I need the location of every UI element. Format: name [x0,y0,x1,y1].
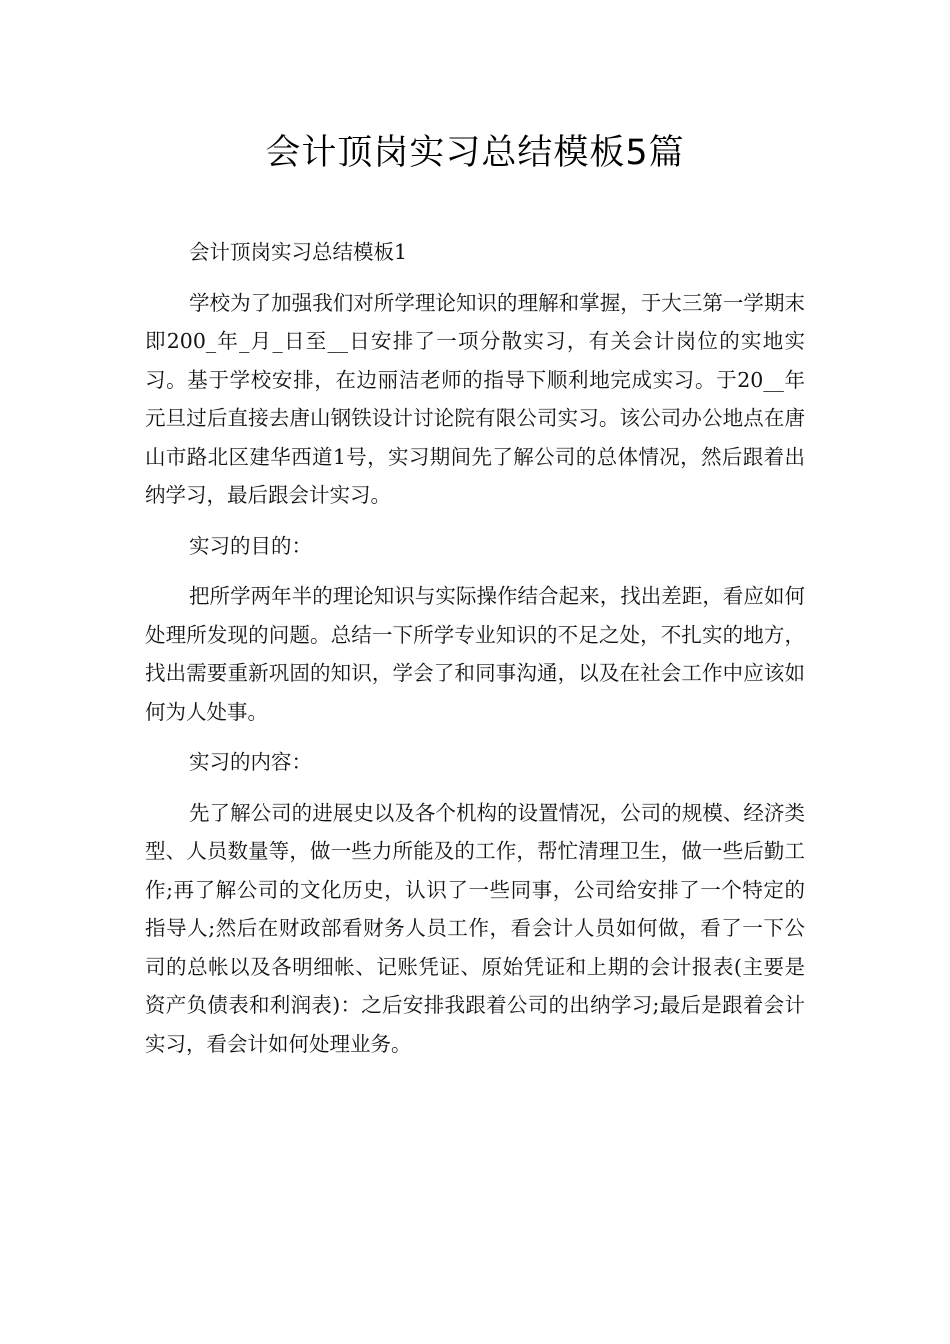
paragraph-purpose: 把所学两年半的理论知识与实际操作结合起来，找出差距，看应如何处理所发现的问题。总结一下所学专业知识的不足之处，不扎实的地方，找出需要重新巩固的知识，学会了和同事沟通，以及在社会工作中应该如何为人处事。 [145,584,805,724]
section-heading-purpose: 实习的目的： [189,533,312,558]
paragraph-content: 先了解公司的进展史以及各个机构的设置情况，公司的规模、经济类型、人员数量等，做一些力所能及的工作，帮忙清理卫生，做一些后勤工作;再了解公司的文化历史，认识了一些同事，公司给安排了一个特定的指导人;然后在财政部看财务人员工作，看会计人员如何做，看了一下公司的总帐以及各明细帐、记账凭证、原始凭证和上期的会计报表(主要是资产负债表和利润表)：之后安排我跟着公司的出纳学习;最后是跟着会计实习，看会计如何处理业务。 [145,800,805,1056]
document-body [145,233,805,1063]
paragraph-internship-overview: 学校为了加强我们对所学理论知识的理解和掌握，于大三第一学期末即200_年_月_日至__日安排了一项分散实习，有关会计岗位的实地实习。基于学校安排，在边丽洁老师的指导下顺利地完成实习。于20__年元旦过后直接去唐山钢铁设计讨论院有限公司实习。该公司办公地点在唐山市路北区建华西道1号，实习期间先了解公司的总体情况，然后跟着出纳学习，最后跟会计实习。 [145,290,805,507]
document-title: 会计顶岗实习总结模板5篇 [265,133,685,173]
section-heading-content: 实习的内容： [189,750,312,774]
section-heading-template-1: 会计顶岗实习总结模板1 [189,240,408,264]
